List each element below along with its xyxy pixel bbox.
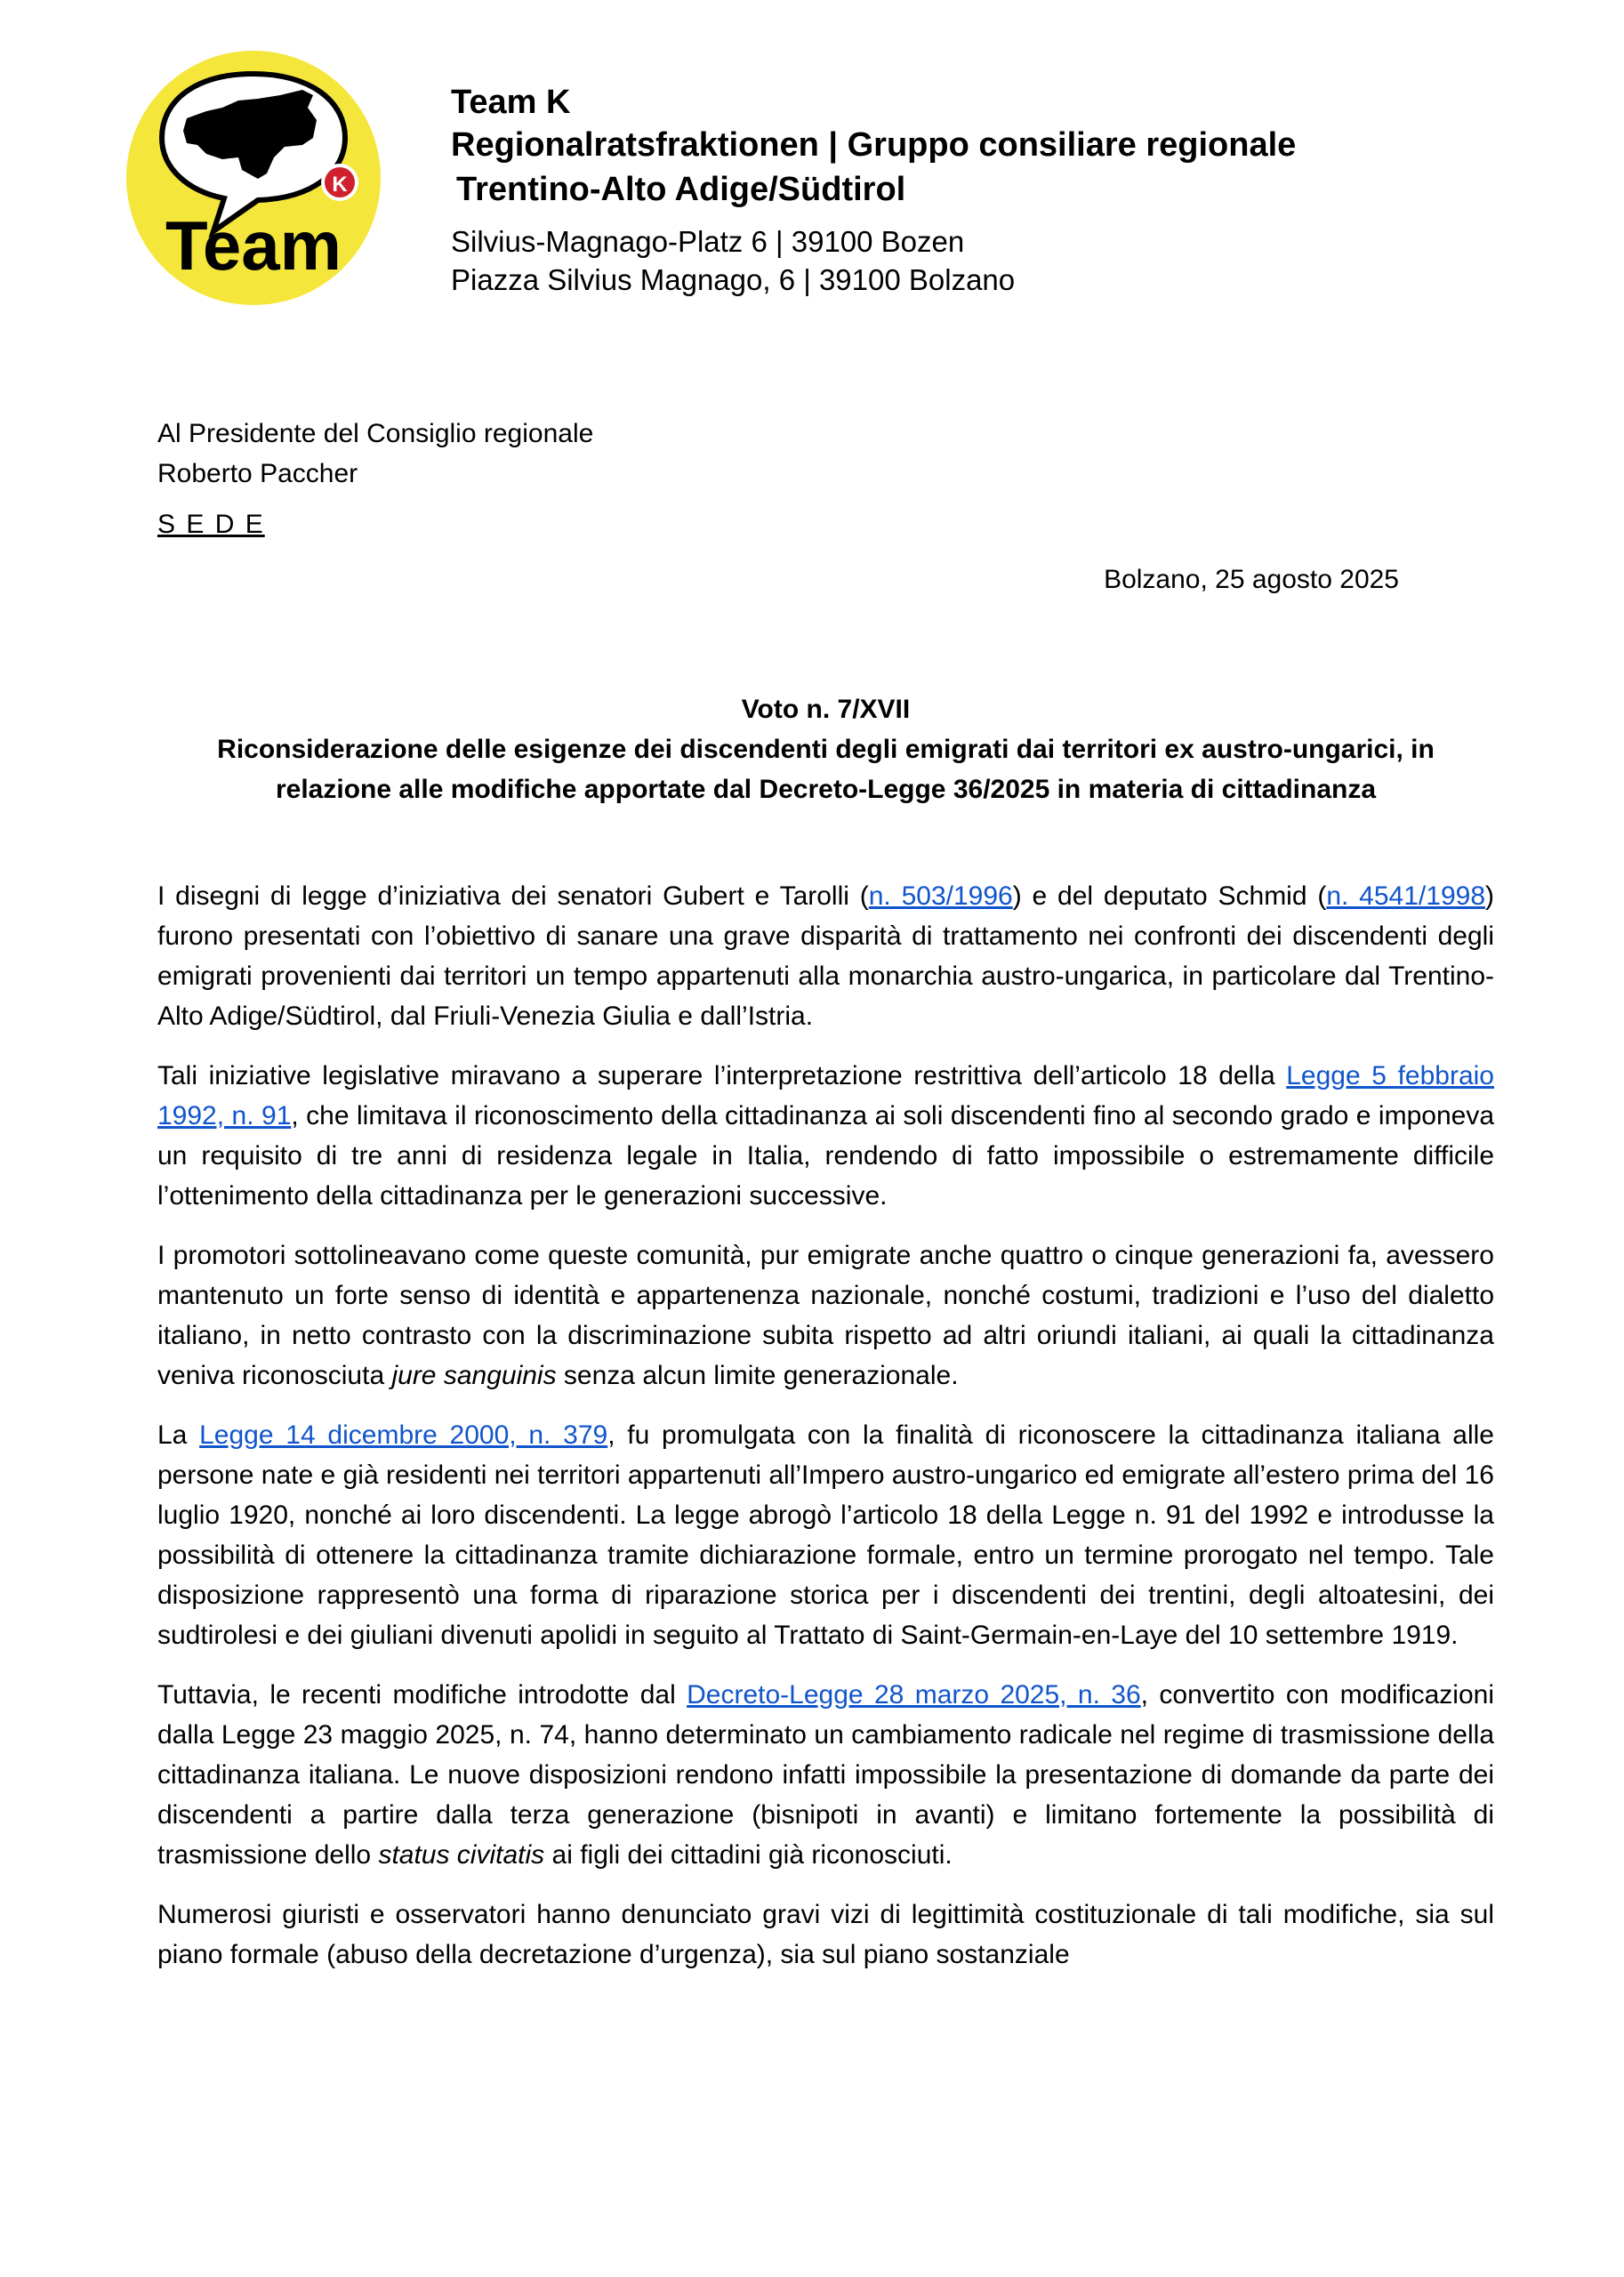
paragraph-1 (157, 876, 1494, 1036)
voto-subject: Riconsiderazione delle esigenze dei discendenti degli emigrati dai territori ex austro-ungarici, in relazione alle modifiche apportate dal Decreto-Legge 36/2025 in materia di cittadinanza (217, 735, 1435, 804)
voto-number: Voto n. 7/XVII (741, 695, 911, 724)
text: Numerosi giuristi e osservatori hanno denunciato gravi vizi di legittimità costituzionale di tali modifiche, sia sul piano formale (abuso della decretazione d’urgenza), sia sul piano sostanziale (157, 1900, 1494, 1969)
logo-graphic-icon (125, 49, 382, 307)
text: ) furono presentati con l’obiettivo di sanare una grave disparità di trattamento nei confronti dei discendenti degli emigrati provenienti dai territori un tempo appartenuti alla monarchia austro-ungarica, in particolare dal Trentino-Alto Adige/Südtirol, dal Friuli-Venezia Giulia e dall’Istria. (157, 881, 1494, 1031)
text: Tuttavia, le recenti modifiche introdotte dal (157, 1680, 687, 1710)
italic-term: status civitatis (378, 1840, 545, 1870)
text: , che limitava il riconoscimento della cittadinanza ai soli discendenti fino al secondo grado e imponeva un requisito di tre anni di residenza legale in Italia, rendendo di fatto impossibile o estremamente difficile l’ottenimento della cittadinanza per le generazioni successive. (157, 1101, 1494, 1211)
text: ai figli dei cittadini già riconosciuti. (544, 1840, 953, 1870)
link-ddl-4541-1998[interactable]: n. 4541/1998 (1326, 881, 1485, 911)
italic-term: jure sanguinis (391, 1361, 557, 1390)
text: I promotori sottolineavano come queste comunità, pur emigrate anche quattro o cinque generazioni fa, avessero mantenuto un forte senso di identità e appartenenza nazionale, nonché costumi, tradizioni e l’uso del dialetto italiano, in netto contrasto con la discriminazione subita rispetto ad altri oriundi italiani, ai quali la cittadinanza veniva riconosciuta (157, 1241, 1494, 1390)
recipient-title: Al Presidente del Consiglio regionale (157, 419, 594, 448)
recipient-name: Roberto Paccher (157, 459, 358, 488)
svg-text:Team: Team (165, 206, 342, 285)
address-de: Silvius-Magnago-Platz 6 | 39100 Bozen (451, 225, 965, 258)
org-name: Team K (451, 84, 571, 121)
paragraph-2 (157, 1056, 1494, 1216)
text: , convertito con modificazioni dalla Legge 23 maggio 2025, n. 74, hanno determinato un cambiamento radicale nel regime di trasmissione della cittadinanza italiana. Le nuove disposizioni rendono infatti impossibile la presentazione di domande da parte dei discendenti a partire dalla terza generazione (bisnipoti in avanti) e limitano fortemente la possibilità di trasmissione dello (157, 1680, 1494, 1870)
group-name: Regionalratsfraktionen | Gruppo consiliare regionale (451, 126, 1297, 164)
paragraph-3 (157, 1235, 1494, 1396)
paragraph-4 (157, 1415, 1494, 1655)
text: ) e del deputato Schmid ( (1012, 881, 1327, 911)
team-k-logo (125, 49, 382, 307)
text: , fu promulgata con la finalità di riconoscere la cittadinanza italiana alle persone nate e già residenti nei territori appartenuti all’Impero austro-ungarico ed emigrate all’estero prima del 16 luglio 1920, nonché ai loro discendenti. La legge abrogò l’articolo 18 della Legge n. 91 del 1992 e introdusse la possibilità di ottenere la cittadinanza tramite dichiarazione formale, entro un termine prorogato nel tempo. Tale disposizione rappresentò una forma di riparazione storica per i discendenti dei trentini, degli altoatesini, dei sudtirolesi e dei giuliani divenuti apolidi in seguito al Trattato di Saint-Germain-en-Laye del 10 settembre 1919. (157, 1420, 1494, 1650)
address-block (451, 222, 1296, 299)
text: I disegni di legge d’iniziativa dei senatori Gubert e Tarolli ( (157, 881, 869, 911)
paragraph-5 (157, 1675, 1494, 1875)
region-name: Trentino-Alto Adige/Südtirol (456, 171, 906, 208)
text: Tali iniziative legislative miravano a superare l’interpretazione restrittiva dell’articolo 18 della (157, 1061, 1287, 1090)
text: La (157, 1420, 200, 1450)
link-legge-91-1992[interactable]: Legge 5 febbraio 1992, n. 91 (157, 1061, 1494, 1130)
paragraph-6 (157, 1895, 1494, 1975)
text: senza alcun limite generazionale. (556, 1361, 959, 1390)
link-legge-379-2000[interactable]: Legge 14 dicembre 2000, n. 379 (199, 1420, 608, 1450)
recipient-block (157, 414, 593, 494)
document-body (157, 876, 1494, 1994)
document-title (157, 689, 1494, 809)
letter-date: Bolzano, 25 agosto 2025 (1104, 565, 1399, 594)
letterhead (451, 82, 1296, 299)
sede-label: S E D E (157, 510, 265, 539)
address-it: Piazza Silvius Magnago, 6 | 39100 Bolzano (451, 263, 1016, 296)
link-decreto-legge-36-2025[interactable]: Decreto-Legge 28 marzo 2025, n. 36 (687, 1680, 1141, 1710)
link-ddl-503-1996[interactable]: n. 503/1996 (868, 881, 1013, 911)
svg-text:K: K (332, 173, 348, 197)
